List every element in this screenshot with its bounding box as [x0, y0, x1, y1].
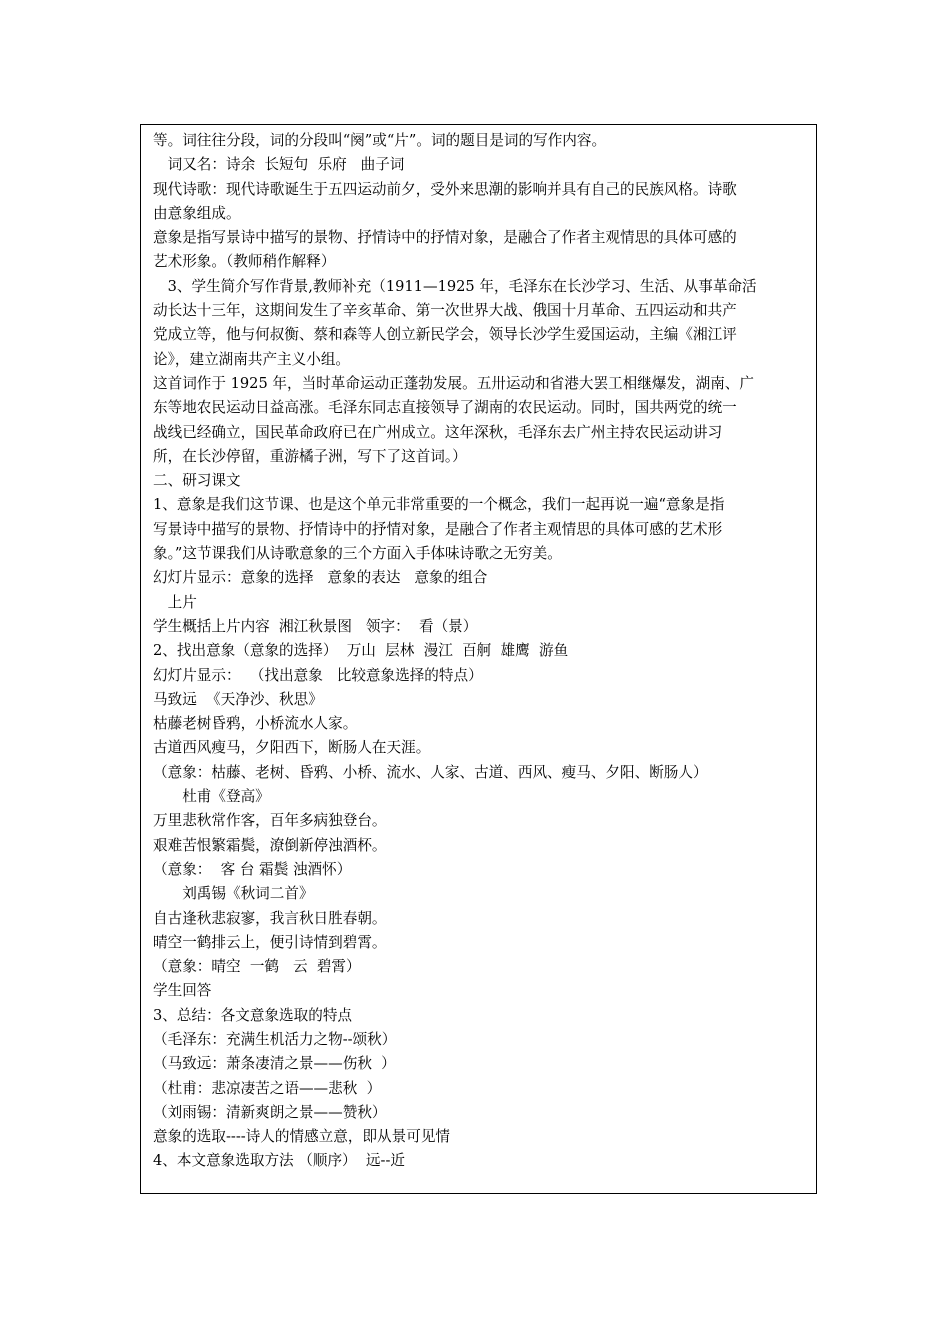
content-table-cell [140, 124, 817, 1194]
text-line: 上片 [153, 593, 197, 611]
text-line: 1、意象是我们这节课、也是这个单元非常重要的一个概念，我们一起再说一遍“意象是指 [153, 496, 725, 514]
text-line: （刘雨锡：清新爽朗之景——赞秋） [153, 1103, 387, 1121]
text-line: 词又名：诗余 长短句 乐府 曲子词 [153, 156, 405, 174]
text-line: （杜甫：悲凉凄苦之语——悲秋 ） [153, 1079, 382, 1097]
text-line: 自古逢秋悲寂寥，我言秋日胜春朝。 [153, 909, 387, 927]
text-line: 3、总结：各文意象选取的特点 [153, 1006, 353, 1024]
text-line: 学生回答 [153, 982, 212, 1000]
text-line: （意象：晴空 一鹤 云 碧霄） [153, 958, 361, 976]
text-line: （马致远：萧条凄清之景——伤秋 ） [153, 1055, 396, 1073]
text-line: 杜甫《登高》 [153, 788, 270, 806]
text-line: 所，在长沙停留，重游橘子洲，写下了这首词。） [153, 447, 467, 465]
text-line: 刘禹锡《秋词二首》 [153, 885, 314, 903]
text-line: 这首词作于 1925 年，当时革命运动正蓬勃发展。五卅运动和省港大罢工相继爆发，湖南、广 [153, 374, 754, 392]
text-line: 写景诗中描写的景物、抒情诗中的抒情对象，是融合了作者主观情思的具体可感的艺术形 [153, 520, 723, 538]
text-line: 现代诗歌：现代诗歌诞生于五四运动前夕，受外来思潮的影响并具有自己的民族风格。诗歌 [153, 180, 737, 198]
text-line: 等。词往往分段，词的分段叫“阕”或“片”。词的题目是词的写作内容。 [153, 132, 607, 149]
text-line: 意象的选取----诗人的情感立意，即从景可见情 [153, 1128, 451, 1146]
text-line: 论》，建立湖南共产主义小组。 [153, 350, 351, 368]
text-line: 4、本文意象选取方法 （顺序） 远--近 [153, 1152, 405, 1170]
text-line: （意象：枯藤、老树、昏鸦、小桥、流水、人家、古道、西风、瘦马、夕阳、断肠人） [153, 763, 708, 781]
text-line: （毛泽东：充满生机活力之物--颂秋） [153, 1030, 397, 1048]
text-line: 象。”这节课我们从诗歌意象的三个方面入手体味诗歌之无穷美。 [153, 545, 562, 563]
text-line: 晴空一鹤排云上，便引诗情到碧霄。 [153, 933, 387, 951]
text-line: 枯藤老树昏鸦，小桥流水人家。 [153, 715, 358, 733]
text-line: 动长达十三年，这期间发生了辛亥革命、第一次世界大战、俄国十月革命、五四运动和共产 [153, 302, 737, 320]
text-line: 幻灯片显示：意象的选择 意象的表达 意象的组合 [153, 569, 488, 587]
text-line: 马致远 《天净沙、秋思》 [153, 690, 323, 708]
text-line: 艺术形象。（教师稍作解释） [153, 253, 336, 271]
text-line: 2、找出意象（意象的选择） 万山 层林 漫江 百舸 雄鹰 游鱼 [153, 642, 569, 660]
document-text [153, 129, 808, 1174]
text-line: 东等地农民运动日益高涨。毛泽东同志直接领导了湖南的农民运动。同时，国共两党的统一 [153, 399, 737, 417]
text-line: 意象是指写景诗中描写的景物、抒情诗中的抒情对象，是融合了作者主观情思的具体可感的 [153, 229, 737, 247]
text-line: 万里悲秋常作客，百年多病独登台。 [153, 812, 387, 830]
text-line: 战线已经确立，国民革命政府已在广州成立。这年深秋，毛泽东去广州主持农民运动讲习 [153, 423, 723, 441]
text-line: （意象： 客 台 霜鬓 浊酒怀） [153, 860, 352, 878]
text-line: 由意象组成。 [153, 204, 241, 222]
text-line: 二、研习课文 [153, 472, 241, 490]
text-line: 艰难苦恨繁霜鬓，潦倒新停浊酒杯。 [153, 836, 387, 854]
text-line: 3、学生简介写作背景,教师补充（1911—1925 年，毛泽东在长沙学习、生活、从事革命活 [153, 277, 757, 295]
text-line: 古道西风瘦马，夕阳西下，断肠人在天涯。 [153, 739, 431, 757]
text-line: 学生概括上片内容 湘江秋景图 领字： 看（景） [153, 617, 478, 635]
text-line: 党成立等，他与何叔衡、蔡和森等人创立新民学会，领导长沙学生爱国运动，主编《湘江评 [153, 326, 737, 344]
text-line: 幻灯片显示： （找出意象 比较意象选择的特点） [153, 666, 483, 684]
